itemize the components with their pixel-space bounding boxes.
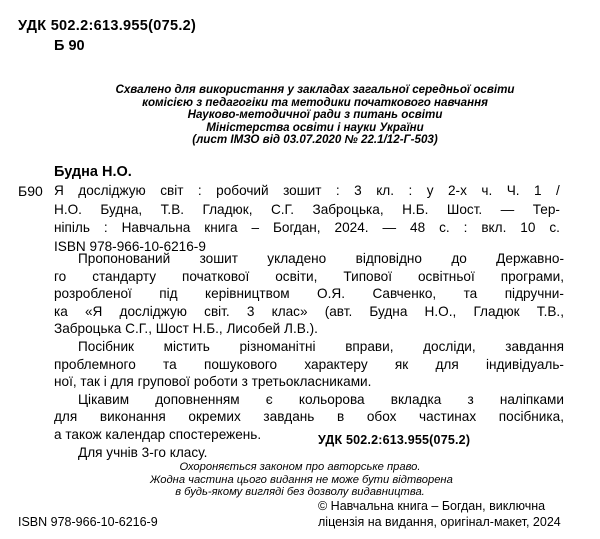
word: зошит (283, 183, 322, 198)
word: світ (160, 183, 184, 198)
word: виконання (99, 409, 166, 425)
word: досліджую (78, 183, 146, 198)
desc-line (54, 408, 564, 426)
word: і (103, 374, 111, 390)
desc-line (54, 373, 564, 391)
approval-line: (лист ІМЗО від 03.07.2020 № 22.1/12-Г-503) (192, 133, 438, 147)
word: посібника, (498, 409, 564, 425)
word: Н.О. (54, 201, 82, 217)
word: 10 (520, 220, 536, 235)
word: : (335, 183, 340, 198)
desc-line (54, 285, 564, 303)
word: Ч. (506, 183, 520, 198)
word: Т.В. (160, 201, 185, 217)
approval-line: Науково-методичної ради з питань освіти (187, 108, 443, 122)
word: є (265, 391, 273, 407)
word: з (241, 374, 252, 390)
word: та (163, 356, 177, 372)
word: освіти, (275, 268, 318, 284)
word: ка (54, 303, 68, 319)
biblio-line (54, 219, 560, 238)
word: Лисобей (226, 321, 285, 337)
word: укладено (267, 251, 327, 266)
word: Савченко, (372, 286, 437, 302)
word: «Я (84, 303, 103, 319)
desc-line (54, 338, 564, 356)
word: Пропонований (78, 251, 171, 266)
word: Цікавим (78, 391, 130, 407)
word: Гладюк, (202, 201, 253, 217)
word: 2-х (448, 183, 467, 198)
word: зошит (199, 251, 238, 266)
word: го (54, 268, 67, 284)
word: ніпіль (54, 220, 90, 235)
word: – (251, 220, 260, 235)
word: 3 (354, 183, 362, 198)
bbk-code: Б 90 (54, 38, 85, 54)
biblio-line (54, 182, 560, 201)
word: підручни- (504, 286, 564, 302)
word: також (65, 426, 106, 442)
word: для (435, 356, 459, 372)
word: спостережень. (169, 426, 262, 442)
word: : (408, 183, 413, 198)
word: завдань (263, 409, 315, 425)
word: Шост (155, 321, 193, 337)
word: вправи, (345, 338, 394, 354)
bibliographic-description (54, 182, 560, 256)
word: різноманітні (239, 338, 316, 354)
word: доповненням (155, 391, 240, 407)
word: характеру (304, 356, 368, 372)
word: : (463, 220, 468, 235)
word: роботи (193, 374, 242, 390)
word: групової (137, 374, 194, 390)
publisher-line: ліцензія на видання, оригінал-макет, 2024 (318, 514, 561, 529)
word: 3 (246, 303, 255, 319)
word: : (103, 220, 108, 235)
word: Заброцька, (312, 201, 384, 217)
word: пошукового (203, 356, 278, 372)
word: завдання (505, 338, 564, 354)
approval-line: Міністерства освіти і науки України (206, 120, 424, 134)
word: а (54, 426, 66, 442)
udk-footer: УДК 502.2:613.955(075.2) (318, 433, 471, 447)
word: / (556, 183, 560, 198)
word: для (54, 409, 78, 425)
word: ч. (481, 183, 493, 198)
word: досліди, (423, 338, 476, 354)
desc-line (54, 391, 564, 409)
word: Будна, (100, 201, 143, 217)
word: книга (204, 220, 238, 235)
word: 48 (410, 220, 426, 235)
word: стандарту (92, 268, 157, 284)
word: та (463, 286, 478, 302)
word: С.Г., (125, 321, 156, 337)
word: календар (105, 426, 169, 442)
word: третьокласниками. (251, 374, 372, 390)
word: Державно- (496, 251, 564, 266)
word: для (110, 374, 138, 390)
word: світ. (204, 303, 230, 319)
word: Шост. (446, 201, 483, 217)
word: до (451, 251, 467, 266)
publisher-notice (318, 499, 561, 530)
word: Тер- (532, 201, 560, 217)
word: Посібник (78, 338, 134, 354)
desc-line (54, 320, 564, 338)
word: окремих (188, 409, 241, 425)
approval-line: Схвалено для використання у закладах загальної середньої освіти (115, 83, 515, 96)
word: Гладюк (473, 303, 520, 319)
word: — (500, 201, 515, 217)
word: С.Г. (270, 201, 295, 217)
word: під (159, 286, 178, 302)
word: : (197, 183, 202, 198)
word: ної, (54, 374, 81, 390)
word: — (382, 220, 397, 235)
approval-line: комісією з педагогіки та методики початкового навчання (142, 95, 488, 109)
description (54, 250, 564, 461)
copyright-notice (150, 461, 453, 499)
word: містить (163, 338, 210, 354)
word: Л.В.). (284, 321, 318, 337)
isbn-line: ISBN 978-966-10-6216-9 (54, 238, 206, 254)
copyright-line: Охороняється законом про авторське право. (179, 461, 421, 473)
word: вкл. (481, 220, 507, 235)
desc-line (54, 303, 564, 321)
word: освітньої (417, 268, 475, 284)
desc-line (54, 268, 564, 286)
word: розробленої (54, 286, 132, 302)
word: вкладка (390, 391, 442, 407)
word: кл. (376, 183, 395, 198)
word: Н.О., (424, 303, 457, 319)
word: проблемного (54, 356, 136, 372)
word: Я (54, 183, 64, 198)
word: початкової (182, 268, 250, 284)
word: Богдан, (272, 220, 321, 235)
word: Н.Б. (402, 201, 429, 217)
word: наліпками (499, 391, 564, 407)
word: Будна (369, 303, 408, 319)
word: Навчальна (121, 220, 191, 235)
word: Т.В., (536, 303, 564, 319)
word: в (336, 409, 345, 425)
biblio-line (54, 201, 560, 220)
word: робочий (216, 183, 269, 198)
word: відповідно (355, 251, 422, 266)
word: частинах (419, 409, 477, 425)
catalog-code: Б90 (18, 183, 43, 199)
word: Типової (343, 268, 393, 284)
desc-line (54, 356, 564, 374)
word: с. (549, 220, 560, 235)
word: як (394, 356, 409, 372)
copyright-line: в будь-якому вигляді без дозволу видавництва. (175, 486, 425, 499)
author-heading: Будна Н.О. (54, 164, 132, 180)
word: (авт. (324, 303, 353, 319)
isbn-footer: ISBN 978-966-10-6216-9 (18, 515, 158, 529)
word: так (80, 374, 104, 390)
word: Н.Б., (192, 321, 227, 337)
word: обох (366, 409, 397, 425)
word: 1 (534, 183, 542, 198)
copyright-line: Жодна частина цього видання не може бути відтворена (150, 473, 453, 486)
desc-line (54, 426, 564, 444)
word: з (467, 391, 474, 407)
word: Заброцька (54, 321, 126, 337)
word: клас» (271, 303, 308, 319)
word: індивідуаль- (485, 356, 564, 372)
word: 2024. (334, 220, 369, 235)
word: досліджую (119, 303, 187, 319)
desc-line (54, 250, 564, 268)
approval-statement (90, 84, 540, 147)
udk-code: УДК 502.2:613.955(075.2) (18, 18, 197, 34)
word: О.Я. (317, 286, 345, 302)
word: с. (439, 220, 450, 235)
word: у (426, 183, 434, 198)
audience-line: Для учнів 3-го класу. (78, 444, 208, 460)
word: програми, (500, 268, 564, 284)
word: керівництвом (205, 286, 290, 302)
word: кольорова (298, 391, 365, 407)
publisher-line: © Навчальна книга – Богдан, виключна (318, 499, 546, 513)
